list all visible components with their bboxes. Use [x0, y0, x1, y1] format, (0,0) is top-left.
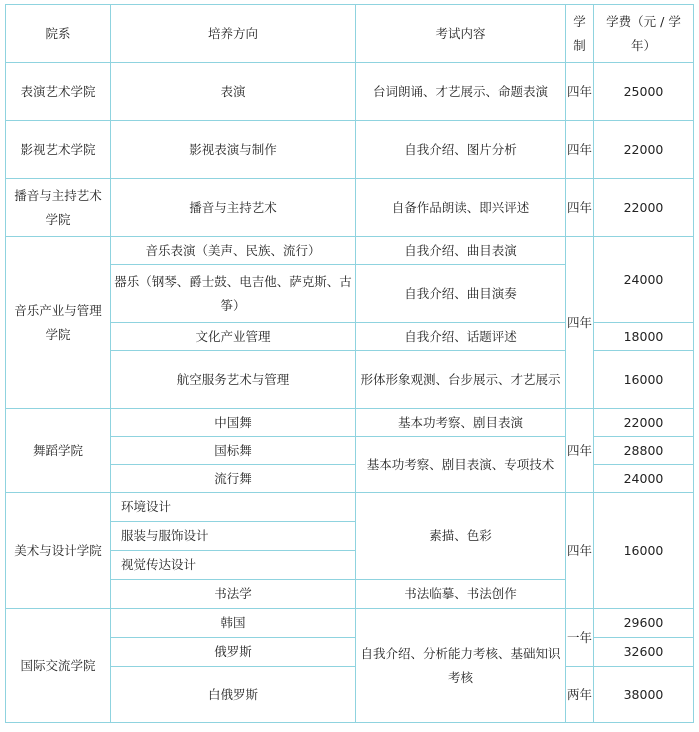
fee-cell: 24000: [594, 465, 694, 493]
fee-cell: 29600: [594, 609, 694, 638]
table-row: [6, 493, 694, 522]
duration-cell: 四年: [566, 409, 594, 493]
fee-cell: 16000: [594, 351, 694, 409]
fee-header: 学费（元 / 学年）: [594, 5, 694, 63]
exam-cell: 书法临摹、书法创作: [356, 580, 566, 609]
exam-cell: 自我介绍、话题评述: [356, 323, 566, 351]
college-cell: 影视艺术学院: [6, 121, 111, 179]
direction-cell: 服装与服饰设计: [111, 522, 356, 551]
college-cell: 美术与设计学院: [6, 493, 111, 609]
duration-cell: 四年: [566, 237, 594, 409]
direction-cell: 韩国: [111, 609, 356, 638]
header-row: [6, 5, 694, 63]
direction-cell: 环境设计: [111, 493, 356, 522]
fee-cell: 16000: [594, 493, 694, 609]
fee-cell: 28800: [594, 437, 694, 465]
table-row: [6, 121, 694, 179]
table-row: [6, 237, 694, 265]
exam-header: 考试内容: [356, 5, 566, 63]
exam-cell: 素描、色彩: [356, 493, 566, 580]
direction-cell: 白俄罗斯: [111, 667, 356, 723]
direction-cell: 书法学: [111, 580, 356, 609]
direction-cell: 音乐表演（美声、民族、流行）: [111, 237, 356, 265]
direction-cell: 国标舞: [111, 437, 356, 465]
exam-cell: 自我介绍、分析能力考核、基础知识考核: [356, 609, 566, 723]
college-cell: 音乐产业与管理学院: [6, 237, 111, 409]
table-row: [6, 609, 694, 638]
exam-cell: 基本功考察、剧目表演、专项技术: [356, 437, 566, 493]
college-cell: 播音与主持艺术学院: [6, 179, 111, 237]
duration-cell: 四年: [566, 63, 594, 121]
direction-cell: 播音与主持艺术: [111, 179, 356, 237]
direction-cell: 器乐（钢琴、爵士鼓、电吉他、萨克斯、古筝）: [111, 265, 356, 323]
table-row: [6, 409, 694, 437]
direction-cell: 表演: [111, 63, 356, 121]
fee-cell: 32600: [594, 638, 694, 667]
direction-header: 培养方向: [111, 5, 356, 63]
exam-cell: 自我介绍、曲目表演: [356, 237, 566, 265]
exam-cell: 基本功考察、剧目表演: [356, 409, 566, 437]
college-cell: 舞蹈学院: [6, 409, 111, 493]
college-cell: 国际交流学院: [6, 609, 111, 723]
direction-cell: 流行舞: [111, 465, 356, 493]
direction-cell: 影视表演与制作: [111, 121, 356, 179]
fee-cell: 22000: [594, 121, 694, 179]
direction-cell: 航空服务艺术与管理: [111, 351, 356, 409]
direction-cell: 文化产业管理: [111, 323, 356, 351]
duration-cell: 一年: [566, 609, 594, 667]
duration-header: 学 制: [566, 5, 594, 63]
table-row: [6, 63, 694, 121]
exam-cell: 自我介绍、曲目演奏: [356, 265, 566, 323]
college-cell: 表演艺术学院: [6, 63, 111, 121]
fee-cell: 22000: [594, 409, 694, 437]
direction-cell: 俄罗斯: [111, 638, 356, 667]
fee-cell: 24000: [594, 237, 694, 323]
exam-cell: 形体形象观测、台步展示、才艺展示: [356, 351, 566, 409]
exam-cell: 自我介绍、图片分析: [356, 121, 566, 179]
fee-cell: 25000: [594, 63, 694, 121]
fee-cell: 38000: [594, 667, 694, 723]
table-row: [6, 179, 694, 237]
duration-cell: 四年: [566, 121, 594, 179]
college-header: 院系: [6, 5, 111, 63]
duration-cell: 四年: [566, 179, 594, 237]
duration-cell: 两年: [566, 667, 594, 723]
exam-cell: 台词朗诵、才艺展示、命题表演: [356, 63, 566, 121]
fee-cell: 22000: [594, 179, 694, 237]
direction-cell: 中国舞: [111, 409, 356, 437]
direction-cell: 视觉传达设计: [111, 551, 356, 580]
fee-cell: 18000: [594, 323, 694, 351]
duration-cell: 四年: [566, 493, 594, 609]
admissions-table: [5, 4, 694, 723]
exam-cell: 自备作品朗读、即兴评述: [356, 179, 566, 237]
